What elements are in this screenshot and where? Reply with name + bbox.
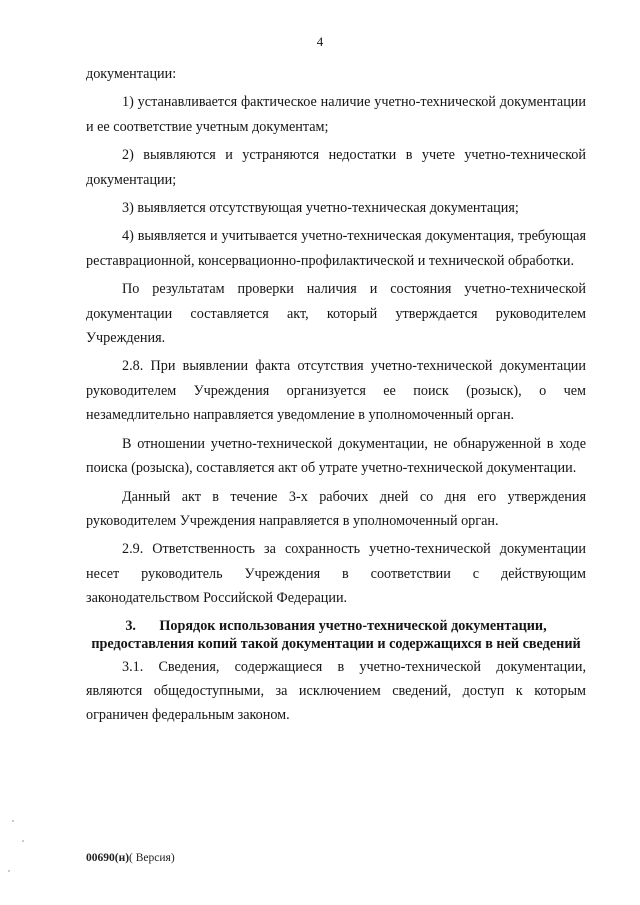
section-3-heading	[86, 617, 586, 653]
scan-speck	[8, 870, 10, 872]
list-item-3: 3) выявляется отсутствующая учетно-техническая документация;	[122, 200, 519, 217]
scan-speck	[12, 820, 14, 822]
document-body	[86, 62, 586, 732]
paragraph-act-deadline: Данный акт в течение 3-х рабочих дней со дня его утверждения руководителем Учреждения направляется в уполномоченный орган.	[86, 488, 586, 529]
list-item-2: 2) выявляются и устраняются недостатки в учете учетно-технической документации;	[86, 147, 586, 188]
document-footer-code	[86, 852, 175, 864]
paragraph-loss-act: В отношении учетно-технической документации, не обнаруженной в ходе поиска (розыска), составляется акт об утрате учетно-технической документации.	[86, 435, 586, 477]
paragraph-3-1: 3.1. Сведения, содержащиеся в учетно-технической документации, являются общедоступными, за исключением сведений, доступ к которым ограничен федеральным законом.	[86, 658, 586, 724]
page-number: 4	[316, 34, 324, 49]
scan-speck	[22, 840, 24, 842]
paragraph-continuation: документации:	[86, 66, 177, 82]
list-item-4: 4) выявляется и учитывается учетно-техническая документация, требующая реставрационной, консервационно-профилактической и технической обработки.	[86, 228, 586, 269]
paragraph-2-9: 2.9. Ответственность за сохранность учетно-технической документации несет руководитель Учреждения в соответствии с действующим законодательством Российской Федерации.	[86, 541, 586, 607]
paragraph-2-8: 2.8. При выявлении факта отсутствия учетно-технической документации руководителем Учреждения организуется ее поиск (розыск), о чем незамедлительно направляется уведомление в уполномоченный орган.	[86, 358, 586, 424]
document-version: ( Версия)	[129, 852, 175, 864]
paragraph-act: По результатам проверки наличия и состояния учетно-технической документации составляется акт, который утверждается руководителем Учреждения.	[86, 281, 586, 347]
section-3-title: Порядок использования учетно-технической документации, предоставления копий такой документации и содержащихся в ней сведений	[91, 617, 581, 652]
section-3-number: 3.	[125, 617, 136, 634]
document-code: 00690(н)	[86, 852, 130, 864]
list-item-1: 1) устанавливается фактическое наличие учетно-технической документации и ее соответствие учетным документам;	[86, 94, 586, 135]
